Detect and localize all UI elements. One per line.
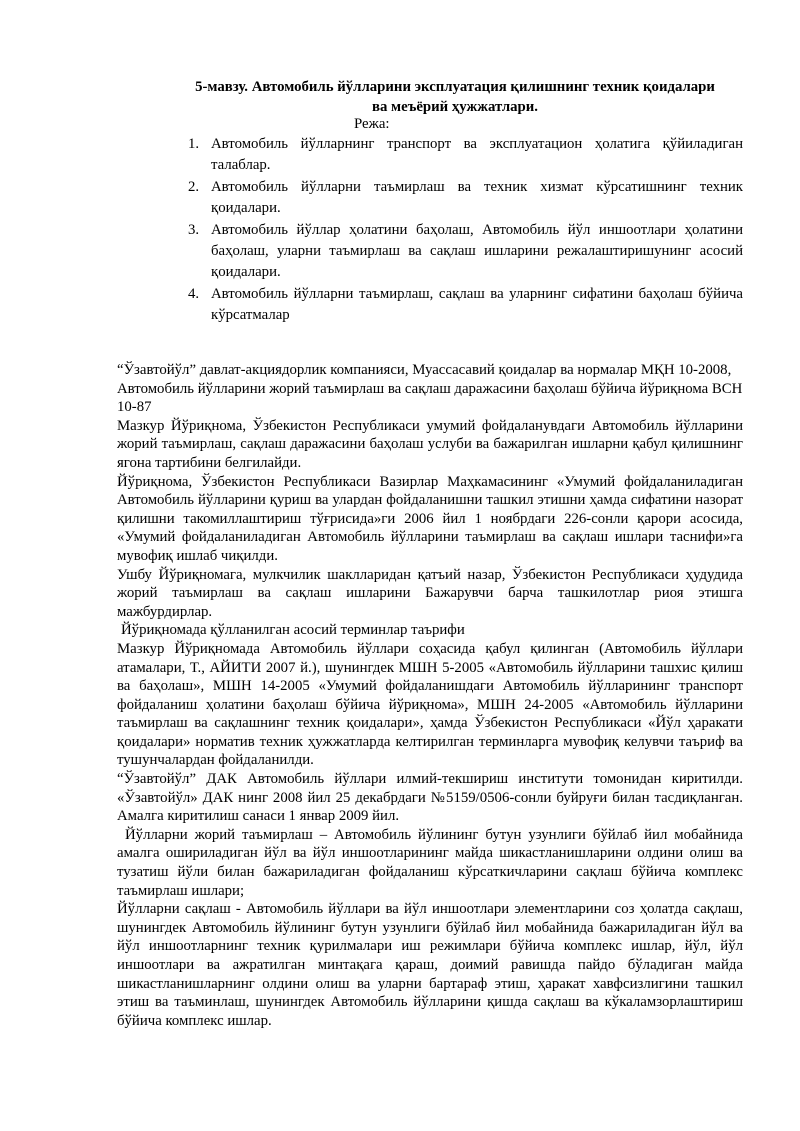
- plan-item-text: Автомобиль йўлларни таъмирлаш ва техник хизмат кўрсатишнинг техник қоидалари.: [211, 179, 743, 216]
- paragraph-terms-heading: Йўриқномада қўлланилган асосий терминлар таърифи: [121, 622, 465, 639]
- plan-item: [183, 134, 743, 176]
- title-line-2: ва меъёрий ҳужжатлари.: [371, 99, 539, 115]
- plan-item-number: 4.: [188, 286, 200, 302]
- title-line-1: 5-мавзу. Автомобиль йўлларини эксплуатация қилишнинг техник қоидалари: [195, 79, 715, 95]
- plan-list: [183, 134, 743, 327]
- paragraph-terms-sources: Мазкур Йўриқномада Автомобиль йўллари соҳасида қабул қилинган (Автомобиль йўллари атамалари, Т., АЙИТИ 2007 й.), шунингдек МШН 5-2005 «Автомобиль йўлларини ташхис қилиш ва баҳолаш», МШН 14-2005 «Умумий фойдаланишдаги Автомобиль йўлларининг транспорт фойдаланиш ҳолатини баҳолаш бўйича йўриқнома», МШН 24-2005 «Автомобиль йўлларини таъмирлаш ва сақлашнинг техник қоидалари», ҳамда Ўзбекистон Республикаси «Йўл ҳаракати қоидалари» норматив техник ҳужжатларда келтирилган терминларга мувофиқ келувчи таъриф ва тушунчалардан фойдаланилди.: [117, 640, 743, 769]
- plan-item-number: 2.: [188, 179, 200, 195]
- plan-item-text: Автомобиль йўлларнинг транспорт ва эксплуатацион ҳолатига қўйиладиган талаблар.: [211, 136, 743, 173]
- plan-item: [183, 220, 743, 283]
- plan-item-number: 1.: [188, 136, 200, 152]
- plan-item-text: Автомобиль йўлларни таъмирлаш, сақлаш ва уларнинг сифатини баҳолаш бўйича кўрсатмалар: [211, 286, 743, 323]
- document-title: [118, 77, 792, 117]
- paragraph-current-repair: Йўлларни жорий таъмирлаш – Автомобиль йўлининг бутун узунлиги бўйлаб йил мобайнида амалга ошириладиган йўл ва йўл иншоотларининг майда шикастланишларини олдини олиш ва тузатиш йўли билан бажариладиган фойдаланиш кўрсаткичларини сақлаш бўйича комплекс таъмирлаш ишлари;: [117, 826, 743, 899]
- plan-item-text: Автомобиль йўллар ҳолатини баҳолаш, Автомобиль йўл иншоотлари ҳолатини баҳолаш, уларни таъмирлаш ва сақлаш ишларини режалаштиришунинг асосий қоидалари.: [211, 222, 743, 280]
- paragraph-cabinet-resolution: Йўриқнома, Ўзбекистон Республикаси Вазирлар Маҳкамасининг «Умумий фойдаланиладиган Автомобиль йўлларини қуриш ва улардан фойдаланишни ташкил этишни ҳамда сифатини назорат қилишни такомиллаштириш тўғрисида»ги 2006 йил 1 ноябрдаги 226-сонли қарори асосида, «Умумий фойдаланиладиган Автомобиль йўлларини таъмирлаш ва сақлаш ишлари таснифи»га мувофиқ ишлаб чиқилди.: [117, 473, 743, 564]
- plan-label: Режа:: [354, 116, 390, 132]
- paragraph-mandatory: Ушбу Йўриқномага, мулкчилик шаклларидан қатъий назар, Ўзбекистон Республикаси ҳудудида жорий таъмирлаш ва сақлаш ишларини Бажарувчи барча ташкилотлар риоя этишга мажбурдирлар.: [117, 566, 743, 620]
- paragraph-maintenance: Йўлларни сақлаш - Автомобиль йўллари ва йўл иншоотлари элементларини соз ҳолатда сақлаш, шунингдек Автомобиль йўлининг бутун узунлиги бўйлаб йил мобайнида бажариладиган йўл ва йўл иншоотларнинг техник қурилмалари иш режимлари бўйича комплекс ишлар, йўл, йўл иншоотлари ва ажратилган минтақага қараш, доимий равишда пайдо бўладиган майда шикастланишларнинг олдини олиш ва уларни бартараф этиш, ҳаракат хавфсизлигини ташкил этиш ва таъминлаш, шунингдек Автомобиль йўлларини қишда сақлаш ва кўкаламзорлаштириш бўйича комплекс ишлар.: [117, 901, 743, 1029]
- plan-item-number: 3.: [188, 222, 200, 238]
- document-body: [117, 361, 743, 1030]
- plan-item: [183, 284, 743, 326]
- plan-item: [183, 177, 743, 219]
- paragraph-company-intro: “Ўзавтойўл” давлат-акциядорлик компанияси, Муассасавий қоидалар ва нормалар МҚН 10-2008, Автомобиль йўлларини жорий таъмирлаш ва сақлаш даражасини баҳолаш бўйича йўриқнома ВСН 10-87: [117, 362, 743, 416]
- paragraph-institute: “Ўзавтойўл” ДАК Автомобиль йўллари илмий-текшириш институти томонидан киритилди. «Ўзавтойўл» ДАК нинг 2008 йил 25 декабрдаги №5159/0506-сонли буйруғи билан тасдиқланган. Амалга киритилиш санаси 1 январ 2009 йил.: [117, 771, 743, 825]
- paragraph-instruction-purpose: Мазкур Йўриқнома, Ўзбекистон Республикаси умумий фойдаланувдаги Автомобиль йўлларини жорий таъмирлаш, сақлаш даражасини баҳолаш услуби ва бажарилган ишларни қабул қилишнинг ягона тартибини белгилайди.: [117, 417, 743, 471]
